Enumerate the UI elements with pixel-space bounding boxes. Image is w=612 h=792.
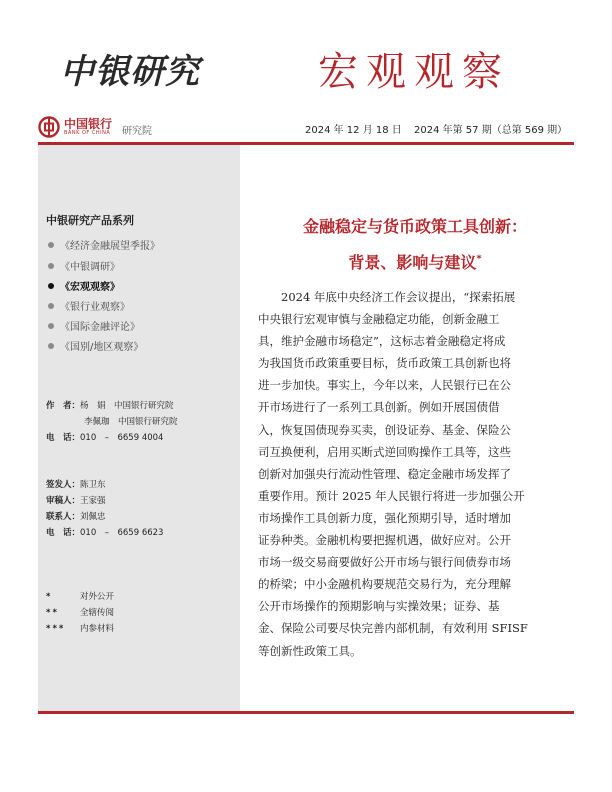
product-item-country-observation[interactable]: 《国别/地区观察》 [48, 338, 143, 353]
body-line: 中央银行宏观审慎与金融稳定功能，创新金融工 [258, 312, 500, 327]
contact-person: 联系人：刘佩忠 [46, 512, 106, 522]
body-line: 等创新性政策工具。 [258, 643, 362, 658]
confidentiality-public: * 对外公开 [46, 592, 115, 602]
signer: 签发人：陈卫东 [46, 480, 106, 490]
bullet-icon [48, 263, 54, 269]
footnote-mark: * [476, 253, 482, 265]
body-line: 重要作用。预计 2025 年人民银行将进一步加强公开 [258, 488, 525, 503]
reviewer: 审稿人：王家强 [46, 496, 106, 506]
body-line: 为我国货币政策重要目标，货币政策工具创新也将 [258, 356, 511, 371]
bank-of-china-emblem-icon [38, 116, 60, 138]
confidentiality-internal-reference: *** 内参材料 [46, 624, 115, 634]
body-line: 公开市场操作的预期影响与实操效果；证券、基 [258, 599, 500, 614]
publication-date: 2024 年 12 月 18 日 [305, 125, 402, 136]
body-line: 进一步加快。事实上，今年以来，人民银行已在公 [258, 378, 511, 393]
author-line-2: 李佩珈 中国银行研究院 [84, 417, 178, 427]
article-title-line-2: 背景、影响与建议* [348, 253, 482, 272]
issue-number: 2024 年第 57 期（总第 569 期） [414, 125, 568, 136]
body-line: 具，维护金融市场稳定”，这标志着金融稳定将成 [258, 334, 506, 349]
contact-phone: 电 话：010 – 6659 6623 [46, 528, 164, 538]
institute-label: 研究院 [122, 126, 152, 137]
series-title: 宏观观察 [318, 49, 510, 95]
product-item-economic-outlook[interactable]: 《经济金融展望季报》 [48, 237, 160, 252]
body-line: 司互换便利，启用买断式逆回购操作工具等，这些 [258, 444, 511, 459]
body-line: 证券种类。金融机构要把握机遇，做好应对。公开 [258, 533, 511, 548]
bullet-icon [48, 343, 54, 349]
brand-calligraphy-logo: 中银研究 [60, 52, 200, 92]
body-line: 2024 年底中央经济工作会议提出，“探索拓展 [258, 290, 516, 304]
product-item-research[interactable]: 《中银调研》 [48, 258, 120, 273]
confidentiality-internal-circulation: ** 全辖传阅 [46, 608, 115, 618]
bullet-icon [48, 323, 54, 329]
bank-of-china-logo [38, 116, 112, 138]
sidebar-title: 中银研究产品系列 [46, 214, 134, 227]
logo-chinese-name: 中国银行 [64, 117, 113, 131]
article-body [258, 286, 572, 662]
bullet-icon [48, 283, 54, 289]
author-phone: 电 话：010 – 6659 4004 [46, 433, 164, 443]
bullet-icon [48, 242, 54, 248]
body-line: 市场一级交易商要做好公开市场与银行间债券市场 [258, 555, 511, 570]
body-line: 市场操作工具创新力度，强化预期引导，适时增加 [258, 510, 511, 525]
body-line: 的桥梁；中小金融机构要规范交易行为，充分理解 [258, 577, 511, 592]
body-line: 创新对加强央行流动性管理、稳定金融市场发挥了 [258, 466, 511, 481]
article-title-line-1: 金融稳定与货币政策工具创新： [302, 217, 527, 236]
body-line: 金、保险公司要尽快完善内部机制，有效利用 SFISF [258, 621, 528, 636]
footer-divider [38, 711, 574, 714]
bullet-icon [48, 303, 54, 309]
body-line: 入，恢复国债现券买卖，创设证券、基金、保险公 [258, 422, 511, 437]
product-item-macro-observation[interactable]: 《宏观观察》 [48, 278, 120, 293]
product-item-banking-observation[interactable]: 《银行业观察》 [48, 298, 130, 313]
body-line: 开市场进行了一系列工具创新。例如开展国债借 [258, 400, 500, 415]
product-item-international-finance[interactable]: 《国际金融评论》 [48, 318, 140, 333]
logo-english-name: BANK OF CHINA [64, 130, 111, 136]
author-line-1: 作 者：杨 娟 中国银行研究院 [46, 401, 174, 411]
